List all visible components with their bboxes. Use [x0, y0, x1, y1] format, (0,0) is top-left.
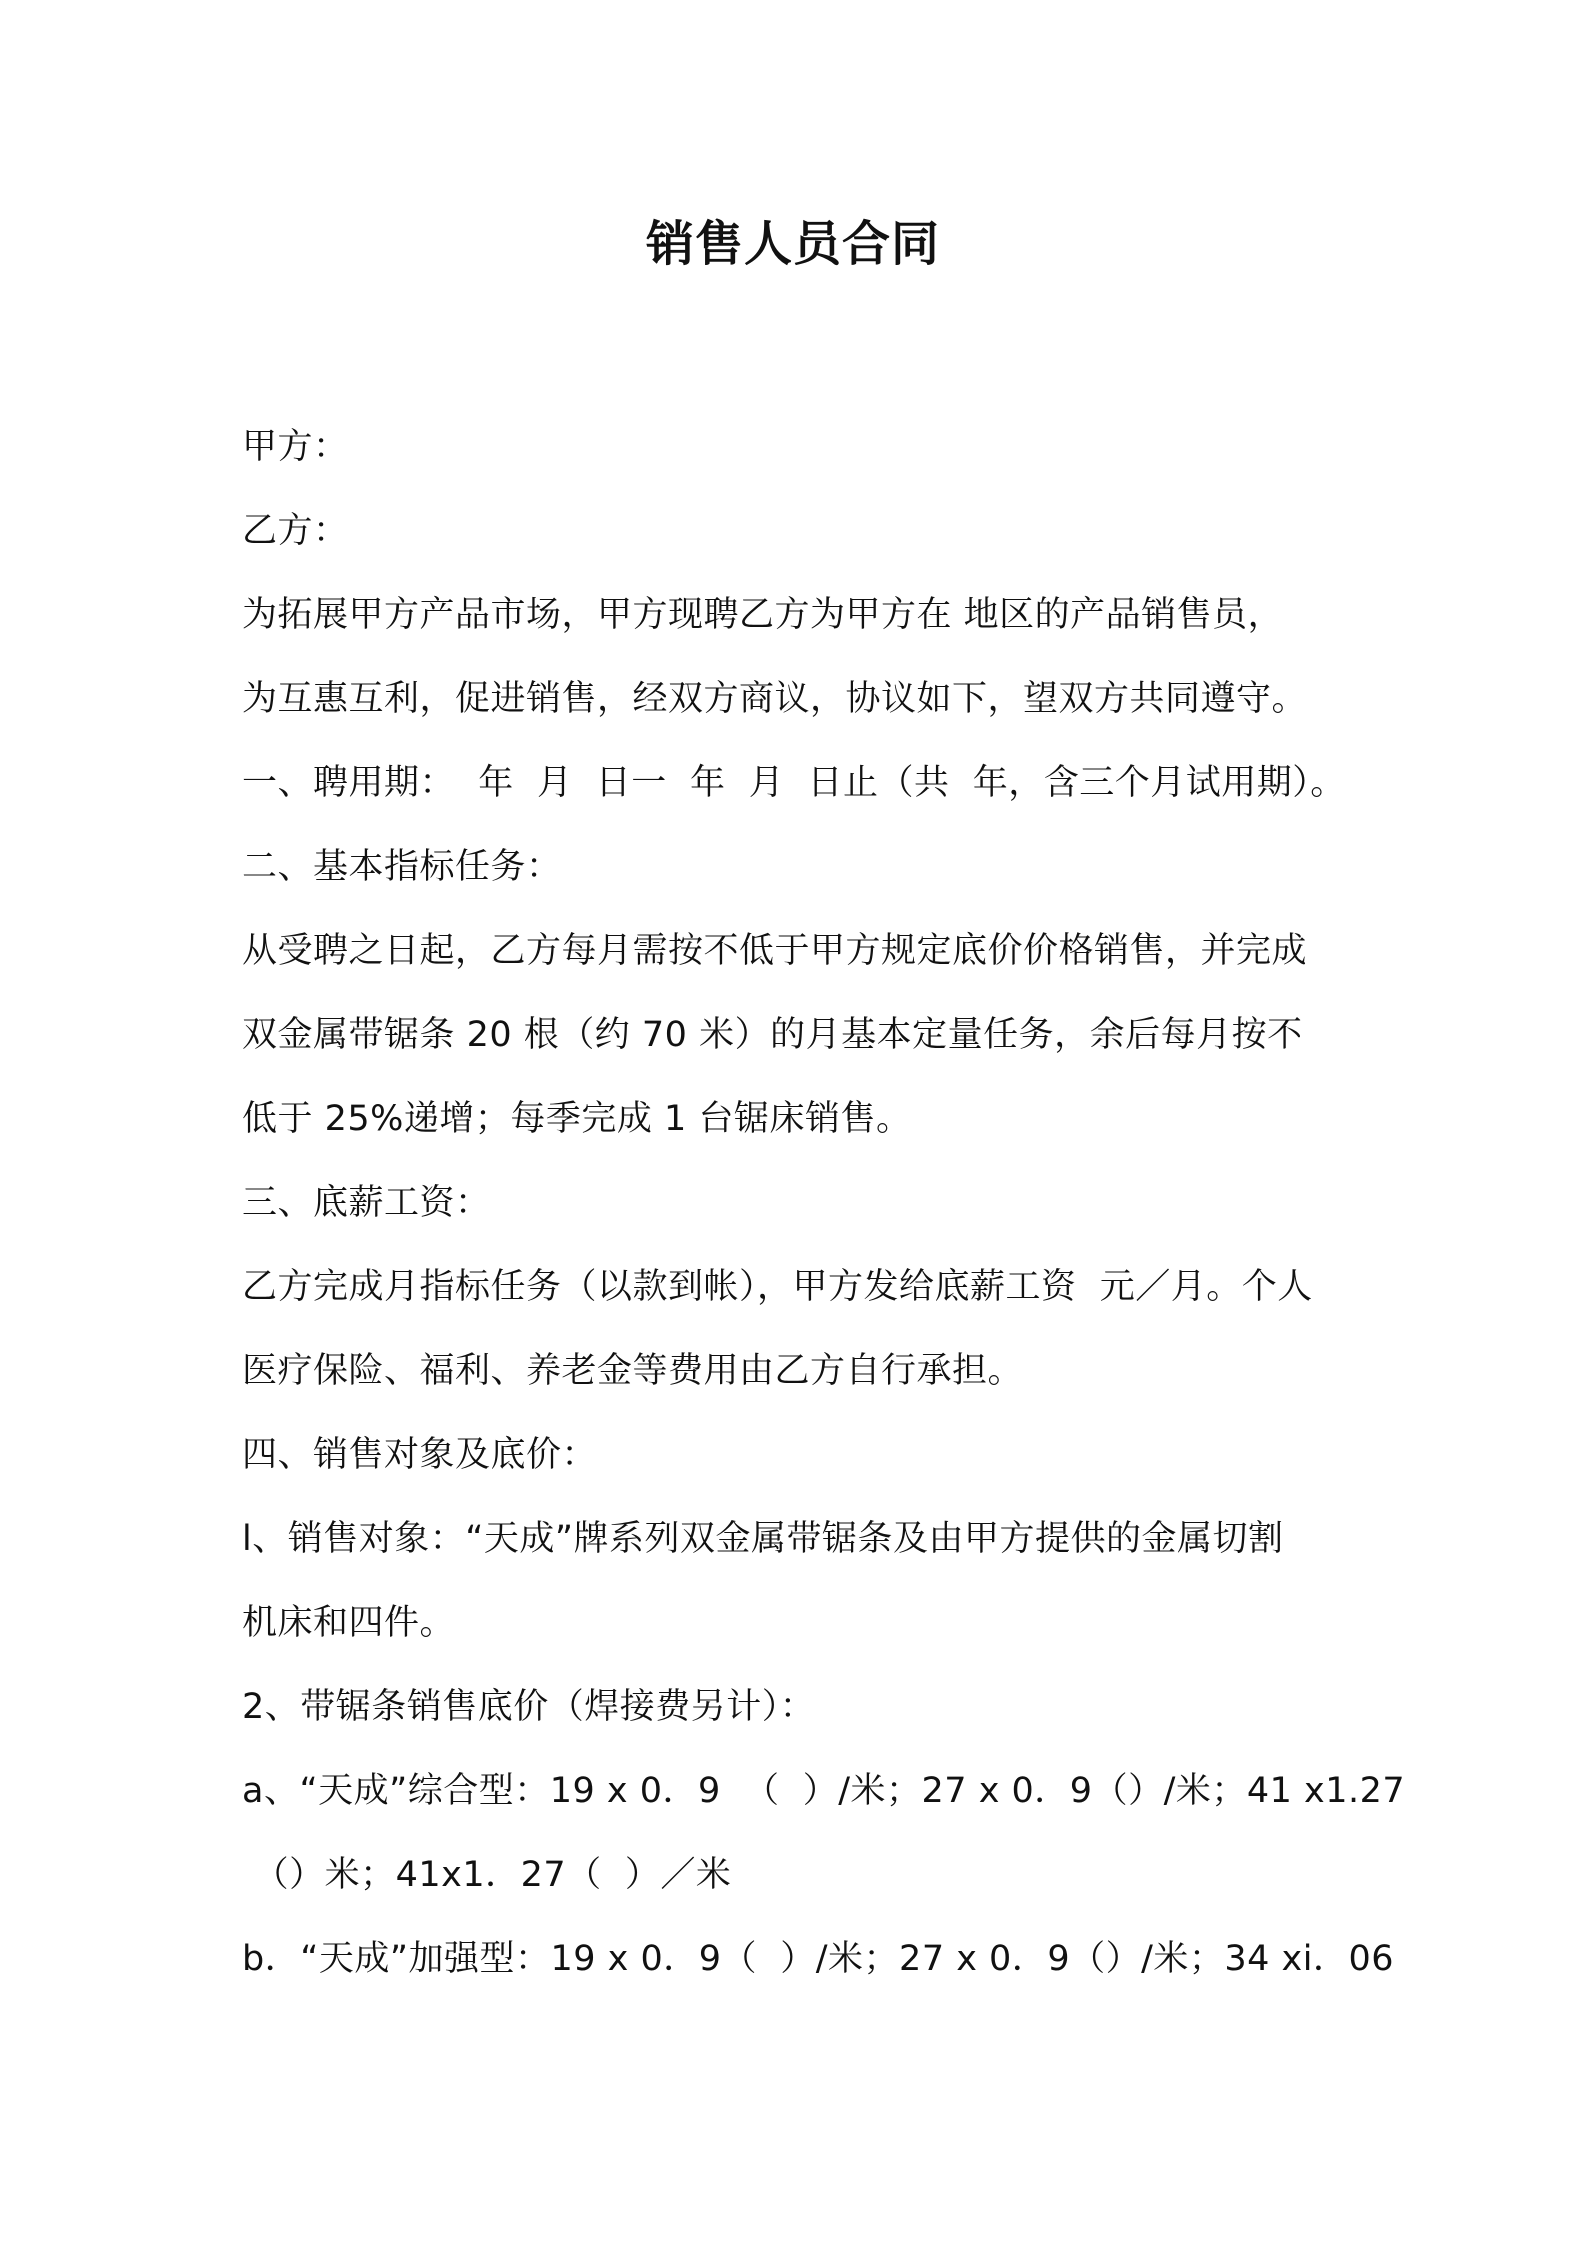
- document-body: [242, 405, 1406, 2001]
- paragraph-line: 从受聘之日起，乙方每月需按不低于甲方规定底价价格销售，并完成: [242, 931, 1308, 971]
- party-a-line: 甲方：: [242, 427, 349, 467]
- paragraph-line: a、“天成”综合型：19 x 0．9 （ ）/米；27 x 0．9（）/米；41 x1.27: [242, 1771, 1406, 1811]
- paragraph-line: l、销售对象：“天成”牌系列双金属带锯条及由甲方提供的金属切割: [242, 1519, 1284, 1559]
- paragraph-line: 为拓展甲方产品市场，甲方现聘乙方为甲方在 地区的产品销售员，: [242, 595, 1284, 635]
- paragraph-line: 机床和四件。: [242, 1603, 456, 1643]
- party-b-line: 乙方：: [242, 511, 349, 551]
- section-heading-sales-targets: 四、销售对象及底价：: [242, 1435, 598, 1475]
- paragraph-line: 乙方完成月指标任务（以款到帐），甲方发给底薪工资 元／月。个人: [242, 1267, 1313, 1307]
- section-heading-targets: 二、基本指标任务：: [242, 847, 562, 887]
- section-employment-period: 一、聘用期： 年 月 日一 年 月 日止（共 年，含三个月试用期）。: [242, 763, 1346, 803]
- paragraph-line: 2、带锯条销售底价（焊接费另计）：: [242, 1687, 816, 1727]
- paragraph-line: （）米；41x1．27（ ）／米: [242, 1855, 732, 1895]
- paragraph-line: 医疗保险、福利、养老金等费用由乙方自行承担。: [242, 1351, 1024, 1391]
- section-heading-salary: 三、底薪工资：: [242, 1183, 491, 1223]
- paragraph-line: 为互惠互利，促进销售，经双方商议，协议如下，望双方共同遵守。: [242, 679, 1308, 719]
- paragraph-line: 双金属带锯条 20 根（约 70 米）的月基本定量任务，余后每月按不: [242, 1015, 1303, 1055]
- paragraph-line: 低于 25%递增；每季完成 1 台锯床销售。: [242, 1099, 912, 1139]
- document-title: 销售人员合同: [645, 216, 940, 272]
- paragraph-line: b．“天成”加强型：19 x 0．9（ ）/米；27 x 0．9（）/米；34 xi．06: [242, 1939, 1395, 1979]
